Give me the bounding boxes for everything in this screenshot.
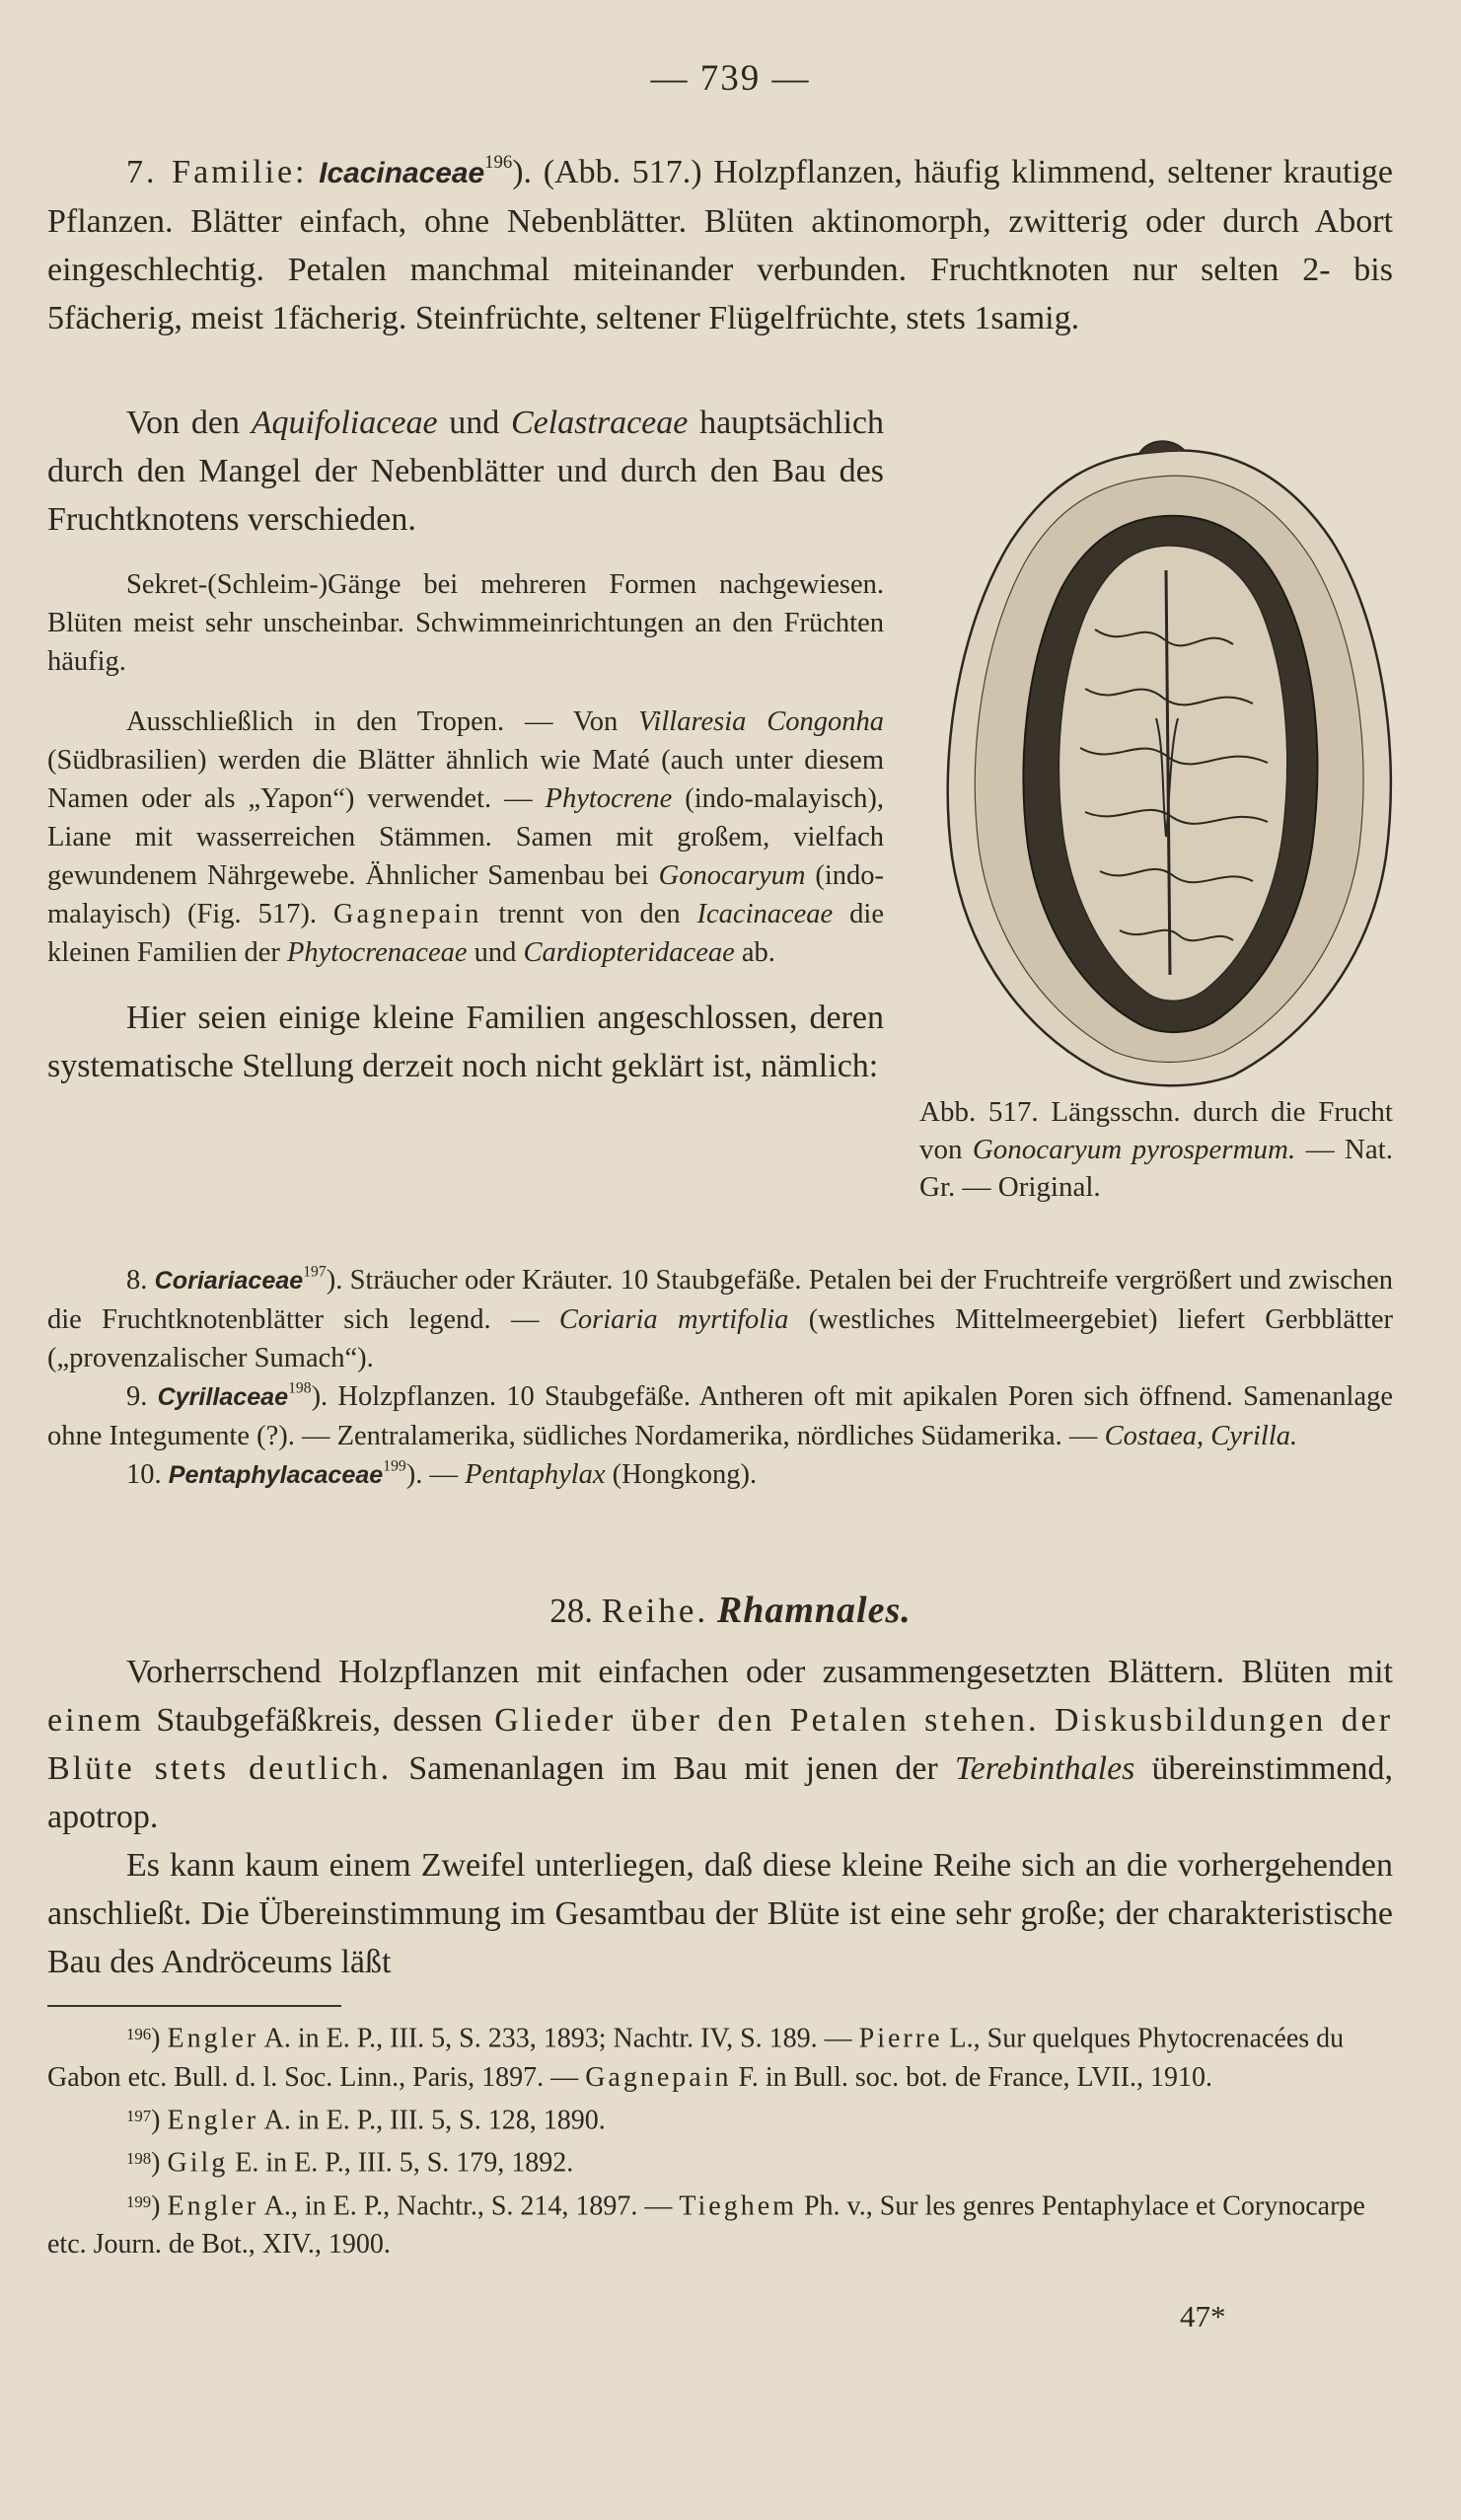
family-number: 8.	[126, 1265, 148, 1296]
family-9-name: Cyrillaceae	[157, 1383, 289, 1411]
text-run: ). Sträucher oder Kräuter. 10 Staubgefäße. Petalen bei der Fruchtreife vergrößert und zwischen die Fruchtknotenblätter sich legend. —	[47, 1265, 1393, 1335]
figure-caption	[919, 1093, 1393, 1206]
family-10-paragraph	[47, 1455, 1393, 1495]
text-run: (westliches Mittelmeergebiet) liefert Gerbblätter („provenzalischer Sumach“).	[47, 1304, 1394, 1373]
taxon-cardiopteridaceae: Cardiopteridaceae	[523, 937, 735, 968]
taxon-coriaria: Coriaria myrtifolia	[558, 1304, 789, 1335]
author-pierre: Pierre	[858, 2023, 943, 2054]
text-run: Vorherrschend Holzpflanzen mit einfachen oder zusammengesetzten Blättern. Blüten mit	[126, 1654, 1393, 1690]
text-run: Ph. v., Sur les genres Pentaphylace et Corynocarpe etc. Journ. de Bot., XIV., 1900.	[47, 2190, 1365, 2261]
section-heading	[0, 1589, 1461, 1632]
author-tieghem: Tieghem	[679, 2190, 797, 2222]
text-run: ab.	[741, 937, 775, 968]
taxon-phytocrene: Phytocrene	[545, 783, 673, 814]
text-run: (Südbrasilien) werden die Blätter ähnlich wie Maté (auch unter diesem Namen oder als „Yapon“) verwendet. —	[47, 745, 884, 814]
text-run: Samenanlagen im Bau mit jenen der	[408, 1750, 938, 1787]
text-run: (indo-malayisch) (Fig. 517).	[47, 860, 885, 929]
section-number: 28.	[549, 1592, 593, 1630]
footnote-ref: 198	[288, 1379, 312, 1397]
footnote-ref: 197	[303, 1263, 327, 1281]
text-run: Ausschließlich in den Tropen. — Von	[126, 706, 619, 737]
taxon-gonocaryum: Gonocaryum	[658, 860, 806, 891]
left-column	[47, 399, 884, 1090]
footnote-number: 197	[126, 2106, 152, 2125]
text-run: (Hongkong).	[612, 1459, 758, 1490]
caption-text: — Nat. Gr. — Original.	[919, 1134, 1394, 1203]
text-run: trennt von den	[498, 899, 681, 929]
family-7-ref: 196	[484, 152, 513, 174]
section-title: Rhamnales.	[716, 1590, 912, 1631]
author-engler: Engler	[167, 2023, 259, 2054]
signature-mark: 47*	[1180, 2299, 1226, 2334]
rhamnales-paragraph-1	[47, 1648, 1393, 1841]
text-run: ). —	[405, 1459, 458, 1490]
fruit-section-drawing	[937, 422, 1401, 1093]
secretion-paragraph: Sekret-(Schleim-)Gänge bei mehreren Formen nachgewiesen. Blüten meist sehr unscheinbar. Schwimmeinrichtungen an den Früchten häufig.	[47, 569, 884, 677]
footnotes	[47, 2015, 1393, 2263]
author-gilg: Gilg	[167, 2147, 229, 2179]
families-8-10	[47, 1261, 1393, 1495]
author-gagnepain: Gagnepain	[332, 899, 482, 929]
section-body	[47, 1648, 1393, 1986]
footnote-199: $^{199}$) Engler A., in E. P., Nachtr., S. 214, 1897. — Tieghem Ph. v., Sur les genres Pentaphylace et Corynocarpe etc. Journ. de Bot., XIV., 1900.	[47, 2190, 1365, 2261]
text-run: E. in E. P., III. 5, S. 179, 1892.	[235, 2147, 574, 2179]
taxon-villaresia: Villaresia Congonha	[638, 706, 884, 737]
taxon-aquifoliaceae: Aquifoliaceae	[251, 405, 438, 441]
footnote-number: 199	[126, 2191, 152, 2211]
footnote-number: 196	[126, 2025, 152, 2043]
footnote-ref: 199	[383, 1457, 406, 1475]
text-run: ). Holzpflanzen. 10 Staubgefäße. Antheren oft mit apikalen Poren sich öffnend. Samenanlage ohne Integumente (?). — Zentralamerika, südliches Nordamerika, nördliches Südamerika. —	[47, 1381, 1393, 1451]
distinction-paragraph	[47, 399, 884, 544]
footnote-197: $^{197}$) Engler A. in E. P., III. 5, S. 128, 1890.	[126, 2105, 606, 2136]
author-engler: Engler	[167, 2105, 259, 2136]
text-run: hauptsächlich durch den Mangel der Nebenblätter und durch den Bau des Fruchtknotens verschieden.	[47, 405, 885, 538]
family-number: 10.	[126, 1459, 162, 1490]
emphasis: Glieder über den Petalen stehen. Diskusbildungen der Blüte stets deutlich.	[47, 1702, 1394, 1787]
family-number: 9.	[126, 1381, 148, 1412]
text-run: und	[449, 405, 500, 441]
caption-text: Abb. 517. Längsschn. durch die Frucht von	[919, 1096, 1393, 1165]
family-7-label: 7. Familie:	[126, 154, 308, 190]
text-run: A., in E. P., Nachtr., S. 214, 1897. —	[263, 2190, 673, 2222]
family-7-paragraph: 7. Familie: Icacinaceae$^{196}$). (Abb. 517.) Holzpflanzen, häufig klimmend, seltener krautige Pflanzen. Blätter einfach, ohne Nebenblätter. Blüten aktinomorph, zwitterig oder durch Abort eingeschlechtig. Petalen manchmal miteinander verbunden. Fruchtknoten nur selten 2- bis 5fächerig, meist 1fächerig. Steinfrüchte, seltener Flügelfrüchte, stets 1samig.	[47, 152, 1393, 336]
taxon-phytocrenaceae: Phytocrenaceae	[286, 937, 468, 968]
section-label: Reihe.	[601, 1592, 709, 1630]
text-run: F. in Bull. soc. bot. de France, LVII., 1910.	[738, 2061, 1212, 2093]
text-run: A. in E. P., III. 5, S. 233, 1893; Nachtr. IV, S. 189. —	[263, 2023, 852, 2054]
footnote-198: $^{198}$) Gilg E. in E. P., III. 5, S. 179, 1892.	[126, 2147, 574, 2179]
footnote-196: $^{196}$) Engler A. in E. P., III. 5, S. 233, 1893; Nachtr. IV, S. 189. — Pierre L., Sur quelques Phytocrenacées du Gabon etc. Bull. d. l. Soc. Linn., Paris, 1897. — Gagnepain F. in Bull. soc. bot. de France, LVII., 1910.	[47, 2023, 1345, 2093]
taxon-icacinaceae: Icacinaceae	[696, 899, 834, 929]
author-gagnepain: Gagnepain	[585, 2061, 732, 2093]
taxon-pentaphylax: Pentaphylax	[465, 1459, 606, 1490]
family-9-paragraph	[47, 1377, 1393, 1455]
caption-species: Gonocaryum pyrospermum.	[972, 1134, 1296, 1165]
family-7-text: (Abb. 517.) Holzpflanzen, häufig klimmend, seltener krautige Pflanzen. Blätter einfach, ohne Nebenblätter. Blüten aktinomorph, zwitterig oder durch Abort eingeschlechtig. Petalen manchmal miteinander verbunden. Fruchtknoten nur selten 2- bis 5fächerig, meist 1fächerig. Steinfrüchte, seltener Flügelfrüchte, stets 1samig.	[47, 154, 1393, 336]
text-run: Von den	[126, 405, 240, 441]
rhamnales-paragraph-2: Es kann kaum einem Zweifel unterliegen, daß diese kleine Reihe sich an die vorhergehenden anschließt. Die Übereinstimmung im Gesamtbau der Blüte ist eine sehr große; der charakteristische Bau des Andröceums läßt	[47, 1847, 1393, 1980]
footnote-number: 198	[126, 2149, 152, 2169]
text-run: (indo-malayisch), Liane mit wasserreichen Stämmen. Samen mit großem, vielfach gewundenem Nährgewebe. Ähnlicher Samenbau bei	[47, 783, 885, 891]
text-run: L., Sur quelques Phytocrenacées du Gabon etc. Bull. d. l. Soc. Linn., Paris, 1897. —	[47, 2023, 1345, 2093]
taxon-celastraceae: Celastraceae	[510, 405, 689, 441]
text-run: Staubgefäßkreis, dessen	[156, 1702, 482, 1739]
distribution-paragraph	[47, 703, 884, 972]
family-7-name: Icacinaceae	[319, 157, 485, 189]
text-run: die kleinen Familien der	[47, 899, 884, 968]
family-8-paragraph	[47, 1261, 1393, 1377]
text-run: übereinstimmend, apotrop.	[47, 1750, 1394, 1835]
family-10-name: Pentaphylacaceae	[168, 1461, 384, 1489]
appended-families-intro: Hier seien einige kleine Familien angeschlossen, deren systematische Stellung derzeit noch nicht geklärt ist, nämlich:	[47, 1000, 884, 1084]
fruit-section-figure	[937, 422, 1401, 1093]
family-8-name: Coriariaceae	[154, 1267, 304, 1295]
page-number: — 739 —	[650, 58, 811, 99]
taxon-cyrilla: Costaea, Cyrilla.	[1104, 1421, 1298, 1451]
taxon-terebinthales: Terebinthales	[954, 1750, 1135, 1787]
emphasis: einem	[47, 1702, 145, 1739]
author-engler: Engler	[167, 2190, 259, 2222]
text-run: A. in E. P., III. 5, S. 128, 1890.	[263, 2105, 606, 2136]
footnote-rule	[47, 2005, 341, 2007]
text-run: und	[474, 937, 517, 968]
